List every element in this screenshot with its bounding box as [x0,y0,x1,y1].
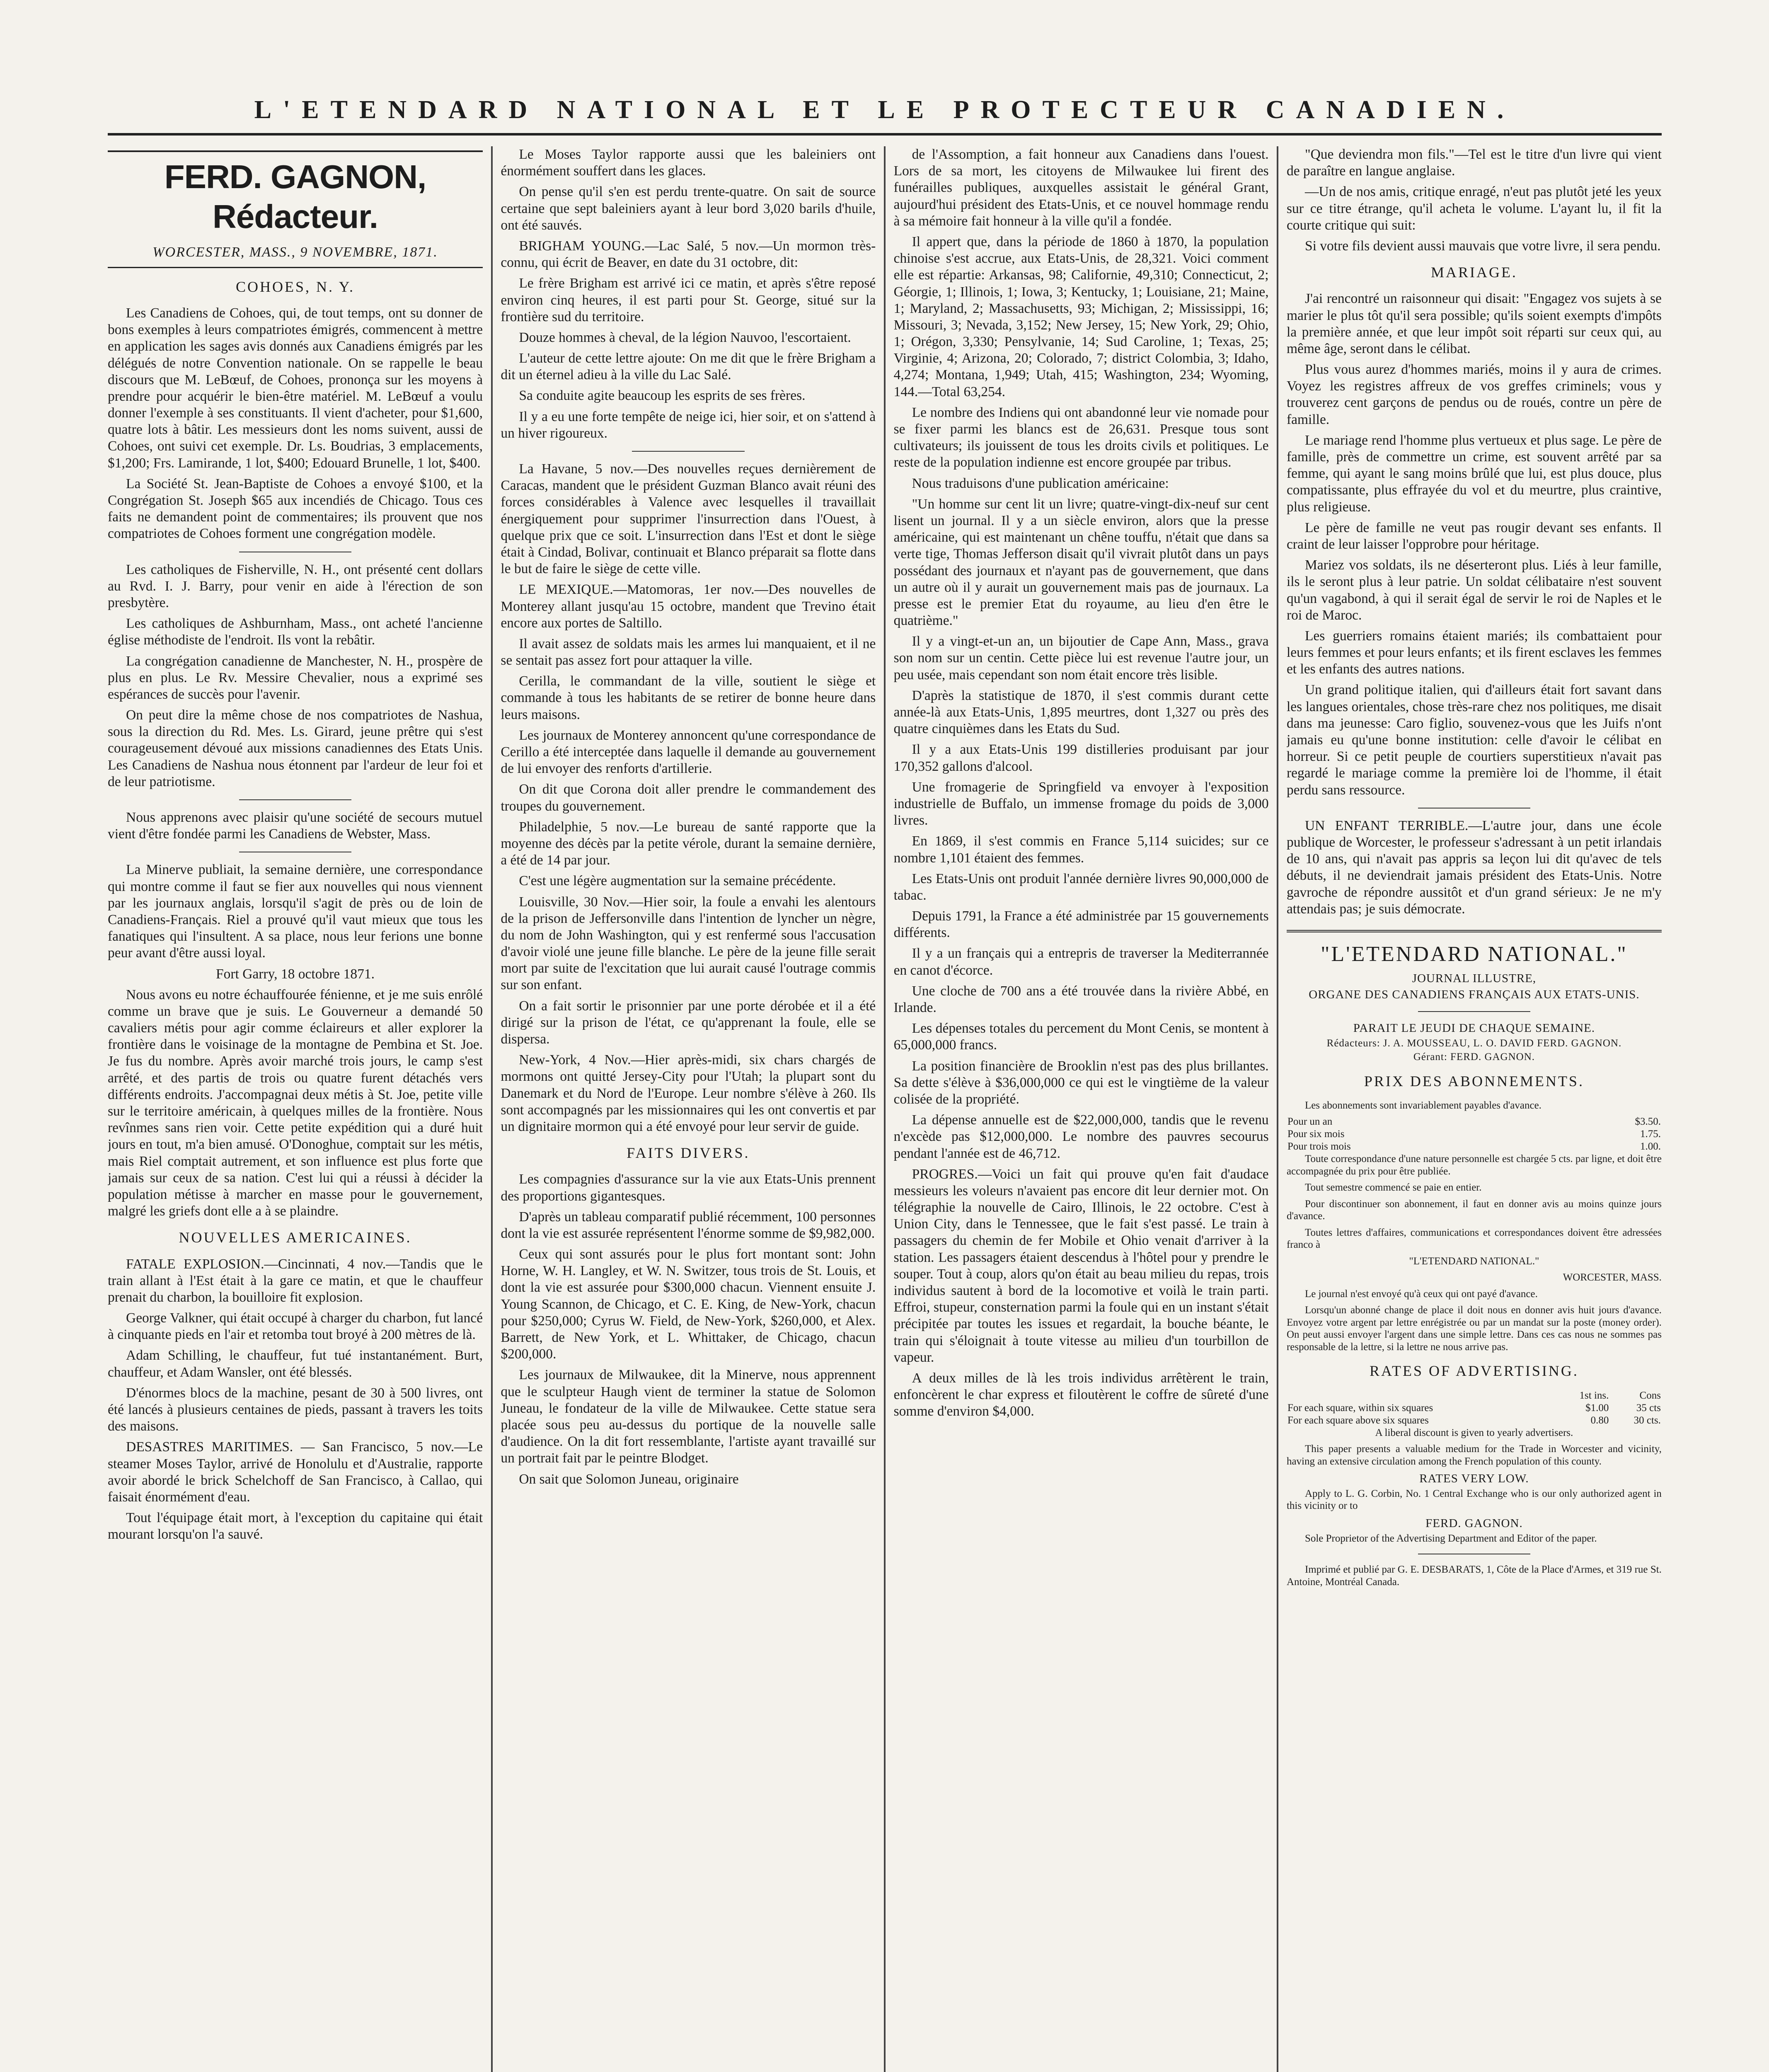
prix-table [1287,1116,1662,1153]
article-paragraph: Tout l'équipage était mort, à l'exception du capitaine qui était mourant lorsqu'on l'a sauvé. [108,1510,483,1542]
rates-medium: This paper presents a valuable medium for the Trade in Worcester and vicinity, having an extensive circulation among the French population of this county. [1286,1443,1662,1467]
proprietor-name: FERD. GAGNON. [1425,1516,1523,1530]
article-paragraph: Il appert que, dans la période de 1860 à 1870, la population chinoise s'est accrue, aux Etats-Unis, de 28,321. Voici comment elle est répartie: Arkansas, 98; Californie, 49,310; Connecticut, 2; Géorgie, 1; Illinois, 1; Iowa, 3; Kentucky, 1; Louisiane, 21; Maine, 1; Maryland, 2; Massachusetts, 93; Michigan, 2; Mississippi, 16; Missouri, 3; Nevada, 3,152; New Jersey, 15; New York, 29; Ohio, 1; Orégon, 3,330; Pensylvanie, 14; Sud Caroline, 1; Texas, 25; Virginie, 4; Arizona, 20; Colorado, 7; district Colombia, 3; Idaho, 4,274; Montana, 1,949; Utah, 415; Washington, 234; Wyoming, 144.—Total 63,254. [893,234,1269,399]
masthead: L'ETENDARD NATIONAL ET LE PROTECTEUR CANADIEN. [108,95,1662,136]
letter-dateline: Fort Garry, 18 octobre 1871. [216,966,375,982]
table-row [1287,1116,1662,1128]
article-paragraph: La Havane, 5 nov.—Des nouvelles reçues dernièrement de Caracas, mandent que le président Guzman Blanco avait réuni des forces considérables à Valence avec lesquelles il travaillait énergiquement pour supprimer l'insurrection dans l'Ouest, à quelque prix que ce soit. L'insurrection dans l'Est et dont le siège était à Cindad, Bolivar, continuait et Blanco préparait sa flotte dans le but de faire le siège de cette ville. [501,461,876,577]
article-paragraph: C'est une légère augmentation sur la semaine précédente. [519,873,836,889]
prix-note: Toute correspondance d'une nature personnelle est chargée 5 cts. par ligne, et doit être accompagnée du prix pour être publiée. [1286,1153,1662,1177]
section-head-mariage: MARIAGE. [1430,264,1517,281]
table-row [1287,1140,1662,1153]
article-paragraph: Philadelphie, 5 nov.—Le bureau de santé rapporte que la moyenne des décès par la petite vérole, durant la semaine dernière, a été de 14 par jour. [501,819,876,868]
article-paragraph: On sait que Solomon Juneau, originaire [519,1471,739,1487]
column-3 [894,146,1269,2072]
prix-label: Pour trois mois [1287,1141,1351,1152]
article-paragraph: Le père de famille ne veut pas rougir devant ses enfants. Il craint de leur laisser l'opprobre pour héritage. [1286,520,1662,552]
article-paragraph: Cerilla, le commandant de la ville, soutient le siège et commande à tous les habitants de se retirer de bonne heure dans leurs maisons. [501,673,876,722]
article-paragraph: D'après la statistique de 1870, il s'est commis durant cette année-là aux Etats-Unis, 1,895 meurtres, dont 1,327 ou près des quatre cinquièmes dans les Etats du Sud. [893,687,1269,737]
rates-table [1287,1389,1662,1427]
rates-label: For each square, within six squares [1287,1402,1433,1414]
article-paragraph: Les journaux de Monterey annoncent qu'une correspondance de Cerillo a été interceptée dans laquelle il demande au gouvernement de lui envoyer des renforts d'artillerie. [501,727,876,777]
article-paragraph: Si votre fils devient aussi mauvais que votre livre, il sera pendu. [1304,238,1661,254]
prix-label: Pour six mois [1287,1128,1345,1140]
article-paragraph: Les Canadiens de Cohoes, qui, de tout temps, ont su donner de bons exemples à leurs compatriotes émigrés, commencent à mettre en application les sages avis donnés aux Canadiens émigrés par les délégués de notre Convention nationale. On se rappelle le beau discours que M. LeBœuf, de Cohoes, prononça sur les moyens à prendre pour acquérir le bien-être matériel. M. LeBœuf a voulu donner l'exemple à ses constituants. Il vient d'acheter, pour $1,600, quatre lots à bâtir. Les messieurs dont les noms suivent, aussi de Cohoes, ont suivi cet exemple. Dr. Ls. Boudrias, 3 emplacements, $1,200; Frs. Lamirande, 1 lot, $400; Edouard Brunelle, 1 lot, $400. [108,305,483,471]
article-paragraph: D'après un tableau comparatif publié récemment, 100 personnes dont la vie est assurée représentent l'énorme somme de $9,982,000. [501,1209,876,1241]
rates-first: $1.00 [1585,1402,1609,1414]
article-paragraph: Les journaux de Milwaukee, dit la Minerve, nous apprennent que le sculpteur Haugh vient de terminer la statue de Solomon Juneau, le fondateur de la ville de Milwaukee. Cette statue sera placée sous peu au-dessus du portique de la nouvelle salle d'audience. On la dit fort ressemblante, l'artiste ayant travaillé sur un portrait fait par le peintre Blodget. [501,1367,876,1466]
section-head-prix: PRIX DES ABONNEMENTS. [1364,1072,1584,1089]
article-paragraph: L'auteur de cette lettre ajoute: On me dit que le frère Brigham a dit un éternel adieu à la ville du Lac Salé. [501,351,876,383]
article-paragraph: BRIGHAM YOUNG.—Lac Salé, 5 nov.—Un mormon très-connu, qui écrit de Beaver, en date du 31 octobre, dit: [501,238,876,271]
table-row [1287,1389,1662,1402]
article-paragraph: Nous apprenons avec plaisir qu'une société de secours mutuel vient d'être fondée parmi les Canadiens de Webster, Mass. [108,810,483,842]
publication-day: PARAIT LE JEUDI DE CHAQUE SEMAINE. [1353,1021,1595,1035]
rates-low: RATES VERY LOW. [1419,1472,1529,1486]
prix-intro: Les abonnements sont invariablement payables d'avance. [1304,1099,1542,1111]
editors-line: Rédacteurs: J. A. MOUSSEAU, L. O. DAVID FERD. GAGNON. [1326,1037,1622,1049]
article-paragraph: Nous traduisons d'une publication américaine: [912,475,1169,491]
article-paragraph: Le nombre des Indiens qui ont abandonné leur vie nomade pour se fixer parmi les blancs est de 26,631. Presque tous sont cultivateurs; ils jouissent de tous les droits civils et politiques. Le reste de la population indienne est encore groupée par tribus. [893,404,1269,470]
article-paragraph: Une fromagerie de Springfield va envoyer à l'exposition industrielle de Buffalo, un immense fromage du poids de 3,000 livres. [893,779,1269,828]
proprietor-title: Sole Proprietor of the Advertising Department and Editor of the paper. [1304,1532,1597,1544]
article-paragraph: En 1869, il s'est commis en France 5,114 suicides; sur ce nombre 1,101 étaient des femmes. [893,833,1269,866]
article-paragraph: Un grand politique italien, qui d'ailleurs était fort savant dans les langues orientales, chose très-rare chez nos politiques, me disait dans ma jeunesse: Caro figlio, souvenez-vous que les Juifs n'ont jamais eu qu'une bonne institution: celle d'avoir le célibat en horreur. Si ce petit peuple de courtiers superstitieux n'avait pas regardé le mariage comme la première loi de l'homme, il était perdu sans ressource. [1286,682,1662,798]
article-paragraph: La Société St. Jean-Baptiste de Cohoes a envoyé $100, et la Congrégation St. Joseph $65 aux incendiés de Chicago. Tous ces faits ne demandent point de commentaires; ils prouvent que nos compatriotes de Cohoes forment une congrégation modèle. [108,476,483,542]
article-paragraph: La Minerve publiait, la semaine dernière, une correspondance qui montre comme il faut se fier aux nouvelles qui nous viennent par les journaux anglais, lorsqu'il s'agit de près ou de loin de Canadiens-Français. Riel a prouvé qu'il vaut mieux que tous les fanatiques qui l'insultent. A sa place, nous leur ferions une bonne peur avant d'être aussi loyal. [108,862,483,961]
rates-cons: 30 cts. [1633,1414,1661,1426]
article-paragraph: Les compagnies d'assurance sur la vie aux Etats-Unis prennent des proportions gigantesques. [501,1172,876,1204]
article-paragraph: Douze hommes à cheval, de la légion Nauvoo, l'escortaient. [519,329,851,345]
article-paragraph: La congrégation canadienne de Manchester, N. H., prospère de plus en plus. Le Rv. Messire Chevalier, nous a exprimé ses espérances de succès pour l'avenir. [108,653,483,702]
rates-note: A liberal discount is given to yearly advertisers. [1375,1427,1573,1438]
prix-note: Toutes lettres d'affaires, communications et correspondances doivent être adressées franco à [1286,1227,1662,1251]
prix-label: Pour un an [1287,1116,1333,1128]
rates-label: For each square above six squares [1287,1414,1429,1426]
article-paragraph: Le frère Brigham est arrivé ici ce matin, et après s'être reposé environ cinq heures, il est parti pour St. George, situé sur la frontière sud du territoire. [501,276,876,324]
article-paragraph: "Que deviendra mon fils."—Tel est le titre d'un livre qui vient de paraître en langue anglaise. [1286,147,1662,179]
table-row [1287,1128,1662,1140]
column-4 [1287,146,1662,2072]
article-paragraph: Il y a un français qui a entrepris de traverser la Mediterrannée en canot d'écorce. [893,946,1269,978]
columns [108,146,1662,2072]
article-paragraph: New-York, 4 Nov.—Hier après-midi, six chars chargés de mormons ont quitté Jersey-City pour l'Utah; la plupart sont du Danemark et du Nord de l'Europe. Leur nombre s'élève à 260. Ils sont accompagnés par les missionnaires qui les ont convertis et par un dignitaire mormon qui a été envoyé pour leur servir de guide. [501,1052,876,1134]
article-paragraph: D'énormes blocs de la machine, pesant de 30 à 500 livres, ont été lancés à plusieurs centaines de pieds, passant à travers les toits des maisons. [108,1385,483,1434]
subscription-box-subtitle: ORGANE DES CANADIENS FRANÇAIS AUX ETATS-UNIS. [1309,988,1640,1002]
article-paragraph: Les catholiques de Ashburnham, Mass., ont acheté l'ancienne église méthodiste de l'endroit. Ils vont la rebâtir. [108,616,483,648]
article-paragraph: UN ENFANT TERRIBLE.—L'autre jour, dans une école publique de Worcester, le professeur s'adressant à un petit irlandais de 10 ans, qui n'avait pas appris sa leçon lui dit qu'avec de tels débuts, il ne deviendrait jamais président des Etats-Unis. Notre gavroche de répondre aussitôt et d'un grand sérieux: Je ne m'y attendais pas; je suis démocrate. [1286,818,1662,917]
prix-note: Pour discontinuer son abonnement, il faut en donner avis au moins quinze jours d'avance. [1286,1198,1662,1222]
article-paragraph: Depuis 1791, la France a été administrée par 15 gouvernements différents. [893,908,1269,941]
article-paragraph: A deux milles de là les trois individus arrêtèrent le train, enfoncèrent le char express et filoutèrent le coffre de sûreté d'une somme d'environ $4,000. [893,1370,1269,1419]
article-paragraph: DESASTRES MARITIMES. — San Francisco, 5 nov.—Le steamer Moses Taylor, arrivé de Honolulu et d'Australie, rapporte avoir abordé le brick Schelchoff de San Francisco, à Callao, qui faisait énormément d'eau. [108,1439,483,1505]
prix-amount: $3.50. [1635,1116,1661,1128]
article-paragraph: George Valkner, qui était occupé à charger du charbon, fut lancé à cinquante pieds en l'air et retomba tout broyé à 200 mètres de là. [108,1310,483,1343]
article-paragraph: On dit que Corona doit aller prendre le commandement des troupes du gouvernement. [501,782,876,814]
article-paragraph: Le mariage rend l'homme plus vertueux et plus sage. Le père de famille, près de commettre un crime, est souvent arrêté par sa femme, qui ayant le sang moins brûlé que lui, est plus douce, plus compatissante, plus effrayée du vol et du meurtre, plus craintive, plus religieuse. [1286,432,1662,515]
prix-note: Le journal n'est envoyé qu'à ceux qui ont payé d'avance. [1304,1288,1538,1300]
prix-amount: 1.75. [1640,1128,1661,1140]
article-paragraph: Les dépenses totales du percement du Mont Cenis, se montent à 65,000,000 francs. [893,1021,1269,1053]
column-2 [501,146,876,2072]
separator [1418,1011,1531,1012]
article-paragraph: Il y a aux Etats-Unis 199 distilleries produisant par jour 170,352 gallons d'alcool. [893,742,1269,774]
column-1 [108,146,483,2072]
article-paragraph: La position financière de Brooklin n'est pas des plus brillantes. Sa dette s'élève à $36,000,000 ce qui est le vingtième de la valeur colisée de la propriété. [893,1058,1269,1107]
imprint: Imprimé et publié par G. E. DESBARATS, 1, Côte de la Place d'Armes, et 319 rue St. Antoine, Montréal Canada. [1286,1564,1662,1588]
apply-text: Apply to L. G. Corbin, No. 1 Central Exchange who is our only authorized agent in this vicinity or to [1286,1488,1662,1512]
editor-name: FERD. GAGNON, Rédacteur. [108,150,483,237]
column-rule [491,146,493,2072]
newspaper-page [108,95,1662,2072]
article-paragraph: de l'Assomption, a fait honneur aux Canadiens dans l'ouest. Lors de sa mort, les citoyens de Milwaukee lui firent des funérailles publiques, auxquelles assistait le général Grant, aujourd'hui président des Etats-Unis, et ce nouvel hommage rendu à sa mémoire fait honneur à la ville qu'il a fondée. [893,147,1269,229]
article-paragraph: Mariez vos soldats, ils ne déserteront plus. Liés à leur famille, ils le seront plus à leur patrie. Un soldat célibataire n'est souvent qu'un vagabond, à qui il serait égal de servir le roi de Naples et le roi de Maroc. [1286,557,1662,623]
prix-note: "L'ETENDARD NATIONAL." [1409,1255,1539,1267]
article-paragraph: Adam Schilling, le chauffeur, fut tué instantanément. Burt, chauffeur, et Adam Wansler, ont été blessés. [108,1348,483,1380]
article-paragraph: Il avait assez de soldats mais les armes lui manquaient, et il ne se sentait pas assez fort pour attaquer la ville. [501,636,876,668]
article-paragraph: J'ai rencontré un raisonneur qui disait: "Engagez vos sujets à se marier le plus tôt qu'il sera possible; qu'ils soient exempts d'impôts la première année, et que leur impôt soit réparti sur ceux qui, au même âge, seront dans le célibat. [1286,291,1662,356]
section-head-cohoes: COHOES, N. Y. [235,278,355,295]
prix-amount: 1.00. [1640,1141,1661,1152]
column-rule [1277,146,1278,2072]
section-head-rates: RATES OF ADVERTISING. [1370,1363,1579,1380]
section-head-nouvelles: NOUVELLES AMERICAINES. [179,1229,412,1246]
article-paragraph: On peut dire la même chose de nos compatriotes de Nashua, sous la direction du Rd. Mes. Ls. Girard, jeune prêtre qui s'est courageusement dévoué aux missions canadiennes des Etats Unis. Les Canadiens de Nashua nous étonnent par l'ardeur de leur foi et de leur patriotisme. [108,707,483,789]
article-paragraph: Le Moses Taylor rapporte aussi que les baleiniers ont énormément souffert dans les glaces. [501,147,876,179]
article-paragraph: Les catholiques de Fisherville, N. H., ont présenté cent dollars au Rvd. I. J. Barry, pour venir en aide à l'érection de son presbytère. [108,562,483,610]
rates-first: 0.80 [1590,1414,1609,1426]
rates-cons: 35 cts [1636,1402,1661,1414]
rates-col-header: 1st ins. [1579,1389,1609,1401]
subscription-box-subtitle: JOURNAL ILLUSTRE, [1412,972,1537,985]
manager-line: Gérant: FERD. GAGNON. [1413,1051,1535,1063]
article-paragraph: Plus vous aurez d'hommes mariés, moins il y aura de crimes. Voyez les registres affreux de vos greffes criminels; vous y trouverez cent garçons de pendus ou de roués, contre un père de famille. [1286,362,1662,427]
article-paragraph: La dépense annuelle est de $22,000,000, tandis que le revenu n'excède pas $12,000,000. Le nombre des pauvres secourus pendant l'année est de 46,712. [893,1112,1269,1161]
article-paragraph: —Un de nos amis, critique enragé, n'eut pas plutôt jeté les yeux sur ce titre étrange, qu'il acheta le volume. L'ayant lu, il fit la courte critique qui suit: [1286,184,1662,233]
prix-note: Tout semestre commencé se paie en entier. [1304,1182,1482,1193]
article-paragraph: Les guerriers romains étaient mariés; ils combattaient pour leurs femmes et pour leurs enfants; et ils firent esclaves les femmes et les enfants des autres nations. [1286,628,1662,677]
dateline: WORCESTER, MASS., 9 NOVEMBRE, 1871. [108,244,483,268]
article-paragraph: Les Etats-Unis ont produit l'année dernière livres 90,000,000 de tabac. [893,871,1269,903]
separator [239,799,352,800]
article-paragraph: PROGRES.—Voici un fait qui prouve qu'en fait d'audace messieurs les voleurs n'avaient pas encore dit leur dernier mot. On télégraphie la nouvelle de Cairo, Illinois, le 22 octobre. C'est à Union City, dans le Tennessee, que le fait s'est passé. Le train à passagers du chemin de fer Mobile et Ohio venait d'arriver à la station. Les passagers étaient descendus à l'hôtel pour y prendre le souper. Tout à coup, alors qu'on était au beau milieu du repas, trois individus sautent à bord de la locomotive et voilà le train parti. Effroi, stupeur, consternation parmi la foule qui en un instant s'était précipitée par toutes les issues et regardait, la bouche béante, le train qui s'éloignait à toute vitesse au milieu d'un tourbillon de vapeur. [893,1166,1269,1365]
article-paragraph: "Un homme sur cent lit un livre; quatre-vingt-dix-neuf sur cent lisent un journal. Il y a un siècle environ, alors que la presse américaine, qui est maintenant un chêne touffu, n'était que dans sa verte tige, Thomas Jefferson disait qu'il vivrait plutôt dans un pays possédant des journaux et n'ayant pas de gouvernement, que dans un autre où il y aurait un gouvernement mais pas de journaux. La presse est le premier Etat du royaume, au lieu d'en être le quatrième." [893,496,1269,629]
rates-col-header: Cons [1639,1389,1661,1401]
article-paragraph: On pense qu'il s'en est perdu trente-quatre. On sait de source certaine que sept baleiniers ayant à leur bord 3,020 barils d'huile, ont été sauvés. [501,184,876,233]
article-paragraph: LE MEXIQUE.—Matomoras, 1er nov.—Des nouvelles de Monterey allant jusqu'au 15 octobre, mandent que Trevino était encore aux portes de Saltillo. [501,582,876,631]
article-paragraph: FATALE EXPLOSION.—Cincinnati, 4 nov.—Tandis que le train allant à l'Est était à la gare ce matin, et que le chauffeur prenait du charbon, la bouilloire fit explosion. [108,1256,483,1305]
subscription-box-title: "L'ETENDARD NATIONAL." [1287,930,1662,967]
prix-note: WORCESTER, MASS. [1563,1272,1662,1283]
article-paragraph: Louisville, 30 Nov.—Hier soir, la foule a envahi les alentours de la prison de Jeffersonville dans l'intention de lyncher un nègre, du nom de John Washington, qui y est renfermé sous l'accusation d'avoir violé une jeune fille blanche. Le père de la jeune fille serait mort par suite de l'excitation que lui aurait causé l'outrage commis sur son enfant. [501,894,876,993]
article-paragraph: Nous avons eu notre échauffourée fénienne, et je me suis enrôlé comme un brave que je suis. Le Gouverneur a demandé 50 cavaliers métis pour agir comme éclaireurs et aller explorer la frontière dans le voisinage de la montagne de Pembina et St. Joe. Je fus du nombre. Après avoir marché trois jours, le camp s'est arrêté, et des partis de trois ou quatre furent détachés vers différents endroits. J'accompagnai deux métis à St. Joe, petite ville sur le territoire américain, à quelques milles de la frontière. Nous revînmes sans rien voir. Cette petite expédition qui a duré huit jours en tout, m'a bien amusé. O'Donoghue, comptait sur les métis, mais Riel comptait autrement, et son influence est plus forte que jamais sur ceux de sa nation. C'est lui qui a réussi à décider la population métisse à marcher en masse pour le gouvernement, malgré les griefs dont elle a à se plaindre. [108,987,483,1219]
article-paragraph: Une cloche de 700 ans a été trouvée dans la rivière Abbé, en Irlande. [893,983,1269,1015]
article-paragraph: Il y a vingt-et-un an, un bijoutier de Cape Ann, Mass., grava son nom sur un centin. Cette pièce lui est revenue l'autre jour, un peu usée, mais cependant son nom était encore très lisible. [893,634,1269,683]
column-rule [884,146,886,2072]
article-paragraph: Il y a eu une forte tempête de neige ici, hier soir, et on s'attend à un hiver rigoureux. [501,409,876,441]
section-head-faits-divers: FAITS DIVERS. [627,1145,750,1162]
table-row [1287,1414,1662,1427]
article-paragraph: Sa conduite agite beaucoup les esprits de ses frères. [519,388,806,404]
article-paragraph: On a fait sortir le prisonnier par une porte dérobée et il a été dirigé sur la prison de l'état, ce qu'apprenant la foule, elle se dispersa. [501,998,876,1047]
article-paragraph: Ceux qui sont assurés pour le plus fort montant sont: John Horne, W. H. Langley, et W. N. Switzer, tous trois de St. Louis, et dont la vie est assurée pour $300,000 chacun. Viennent ensuite J. Young Scannon, de Chicago, et C. E. King, de New-York, chacun pour $250,000; Cyrus W. Field, de New-York, $260,000, et Alex. Barrett, de New York, et L. Whittaker, de Chicago, chacun $200,000. [501,1247,876,1362]
separator [632,451,745,452]
prix-note: Lorsqu'un abonné change de place il doit nous en donner avis huit jours d'avance. Envoyez votre argent par lettre enrégistrée ou par un mandat sur la poste (money order). On peut aussi envoyer l'argent dans une simple lettre. Dans ces cas nous ne sommes pas responsable de la lettre, si la lettre ne nous arrive pas. [1286,1305,1662,1353]
table-row [1287,1402,1662,1414]
